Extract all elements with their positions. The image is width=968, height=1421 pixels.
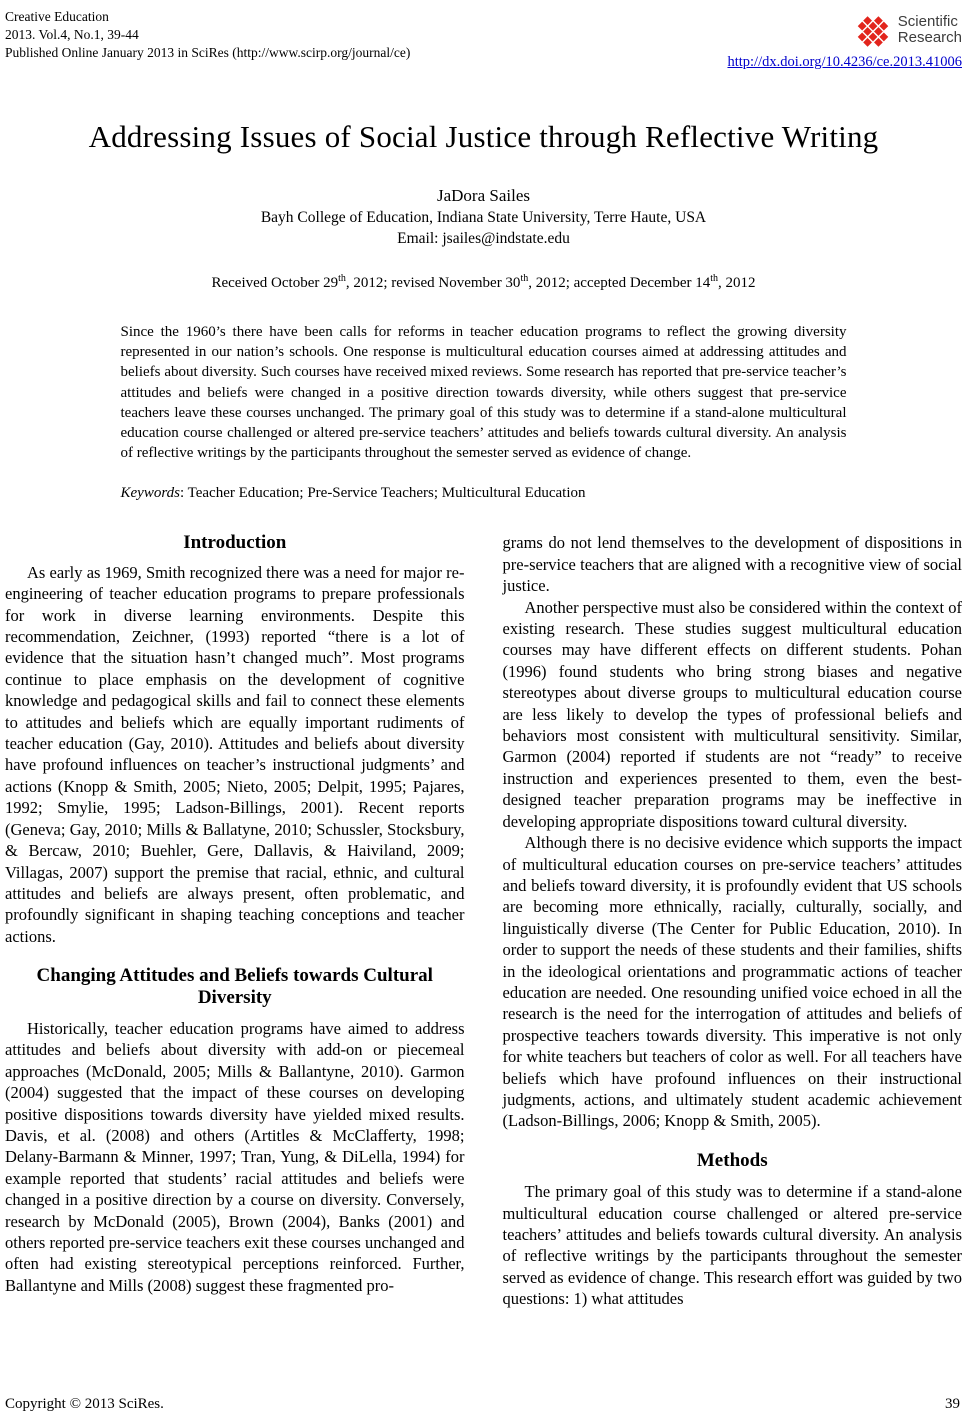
received-seg3: , 2012; accepted December 14 (528, 275, 711, 291)
left-column (5, 532, 465, 1309)
page-footer (5, 1396, 960, 1413)
doi-link[interactable]: http://dx.doi.org/10.4236/ce.2013.41006 (727, 54, 962, 70)
publisher-name (898, 14, 962, 46)
received-seg4: , 2012 (718, 275, 756, 291)
methods-paragraph: The primary goal of this study was to determine if a stand-alone multicultural education course challenged or altered pre-service teachers’ attitudes and beliefs towards cultural diversity. An analysis of reflective writings by the participants throughout the semester served as evidence of change. This research effort was guided by two questions: 1) what attitudes (502, 1182, 962, 1309)
journal-name: Creative Education (5, 9, 109, 24)
author-name: JaDora Sailes (436, 186, 530, 205)
changing-attitudes-paragraph: Historically, teacher education programs have aimed to address attitudes and beliefs about diversity with add-on or piecemeal approaches (McDonald, 2005; Mills & Ballantyne, 2010). Garmon (2004) suggested that the impact of these courses on developing positive dispositions towards diversity have yielded mixed results. Davis, et al. (2008) and others (Artitles & McClafferty, 1998; Delany-Barmann & Minner, 1997; Tran, Yung, & DiLella, 1994) for example reported that students’ racial attitudes and beliefs were changed in a positive direction by a course on diversity. Conversely, research by McDonald (2005), Brown (2004), Banks (2001) and others reported pre-service teachers exit these courses unchanged and often had existing stereotypical perceptions reinforced. Further, Ballantyne and Mills (2008) suggest these fragmented pro- (5, 1018, 465, 1295)
keywords-label: Keywords (120, 485, 180, 502)
publisher-name-line1: Scientific (897, 13, 958, 30)
copyright-notice: Copyright © 2013 SciRes. (5, 1396, 164, 1412)
introduction-paragraph: As early as 1969, Smith recognized there was a need for major re-engineering of teacher education programs to prepare professionals for work in diverse learning environments. Despite this recommendation, Zeichner, (1993) reported “there is a lot of evidence that the situation hasn’t changed much”. Most programs continue to place emphasis on the development of cognitive knowledge and pedagogical skills and fail to connect these elements to attitudes and beliefs which are equally important rudiments of teacher education (Gay, 2010). Attitudes and beliefs about diversity have profound influences on teacher’s instructional judgments’ and actions (Knopp & Smith, 2005; Nieto, 2005; Delpit, 1995; Pajares, 1992; Smylie, 1995; Ladson-Billings, 2001). Recent reports (Geneva; Gay, 2010; Mills & Ballatyne, 2010; Schussler, Stocksbury, & Bercaw, 2010; Buehler, Gere, Dallavis, & Haiviland, 2009; Villagas, 2007) support the premise that racial, ethnic, and cultural attitudes and beliefs are always present, often problematic, and profoundly significant in shaping teaching conceptions and teacher actions. (5, 562, 465, 946)
publisher-name-line2: Research (897, 29, 962, 46)
received-dates-line (5, 273, 962, 292)
author-affiliation: Bayh College of Education, Indiana State University, Terre Haute, USA (260, 209, 707, 226)
right-column (503, 532, 963, 1309)
journal-issue-info: 2013. Vol.4, No.1, 39-44 (5, 27, 139, 42)
journal-info-block (5, 8, 410, 62)
continuation-paragraph: grams do not lend themselves to the development of dispositions in pre-service teachers that are aligned with a recognitive view of social justice. (502, 533, 962, 596)
publisher-block (727, 8, 962, 71)
keywords-text: : Teacher Education; Pre-Service Teachers; Multicultural Education (179, 485, 586, 502)
received-seg1: Received October 29 (211, 275, 339, 291)
scirp-diamonds-icon (850, 8, 896, 52)
author-email: Email: jsailes@indstate.edu (397, 230, 570, 247)
changing-attitudes-heading: Changing Attitudes and Beliefs towards Cultural Diversity (36, 965, 433, 1008)
received-sup3: th (710, 273, 718, 284)
byline-block (5, 185, 962, 249)
page-header (5, 8, 962, 71)
page-number: 39 (945, 1396, 960, 1412)
received-seg2: , 2012; revised November 30 (345, 275, 521, 291)
keywords-line (121, 485, 847, 502)
although-paragraph: Although there is no decisive evidence which supports the impact of multicultural education courses on pre-service teachers’ attitudes and beliefs toward diversity, it is profoundly evident that US schools are becoming more ethnically, racially, culturally, socially, and linguistically diverse (The Center for Public Education, 2010). In order to support the needs of these students and their families, shifts in the ideological orientations and programmatic actions of teacher education are needed. One resounding unified voice echoed in all the research is the need for the interrogation of attitudes and beliefs of prospective teachers towards diversity. This imperative is not only for white teachers but teachers of color as well. For all teachers have beliefs which have profound influences on their instructional judgments, actions, and ultimately student academic achievement (Ladson-Billings, 2006; Knopp & Smith, 2005). (502, 833, 962, 1131)
scientific-research-logo (727, 8, 962, 52)
published-online-line: Published Online January 2013 in SciRes (http://www.scirp.org/journal/ce) (5, 45, 411, 60)
body-columns (5, 532, 962, 1309)
abstract-block (121, 322, 847, 502)
received-sup2: th (520, 273, 529, 284)
another-perspective-paragraph: Another perspective must also be considered within the context of existing research. These studies suggest multicultural education courses may have different effects on different students. Pohan (1996) found students who bring strong biases and negative stereotypes about diverse groups to multicultural education course are less likely to develop the types of professional beliefs and behaviors most consistent with multicultural sensitivity. Similar, Garmon (2004) reported if students are not “ready” to receive instruction and experiences presented to them, even the best-designed teacher preparation programs may be ineffective in developing appropriate dispositions toward cultural diversity. (502, 597, 962, 831)
introduction-heading: Introduction (183, 532, 287, 554)
received-sup1: th (338, 273, 346, 284)
article-title: Addressing Issues of Social Justice through Reflective Writing (88, 119, 879, 154)
abstract-text: Since the 1960’s there have been calls for reforms in teacher education programs to reflect the growing diversity represented in our nation’s schools. One response is multicultural education courses aimed at addressing attitudes and beliefs about diversity. Such courses have received mixed reviews. Some research has reported that pre-service teacher’s attitudes and beliefs were changed in a positive direction towards diversity, while others suggest that pre-service teachers leave these courses unchanged. The primary goal of this study was to determine if a stand-alone multicultural education course challenged or altered pre-service teachers’ attitudes and beliefs towards cultural diversity. An analysis of reflective writings by the participants throughout the semester served as evidence of change. (120, 324, 847, 462)
methods-heading: Methods (696, 1149, 768, 1171)
